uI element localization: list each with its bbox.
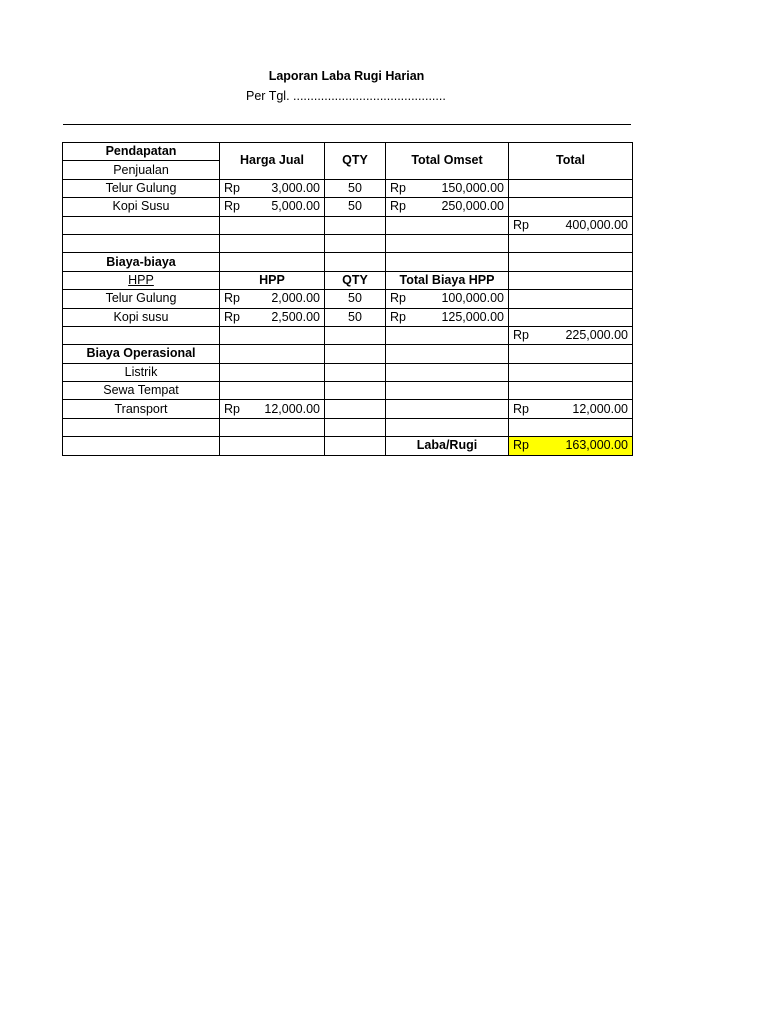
currency-label: Rp [224,291,240,306]
empty-cell [509,198,633,216]
empty-cell [386,400,509,418]
table-row [63,400,633,418]
column-header-total: Total [509,143,633,180]
table-row [63,143,633,161]
currency-label: Rp [224,199,240,214]
item-name: Kopi Susu [63,198,220,216]
currency-label: Rp [390,199,406,214]
table-row [63,418,633,436]
currency-label: Rp [390,291,406,306]
total-value: 250,000.00 [441,199,504,214]
empty-cell [63,418,220,436]
empty-cell [386,253,509,271]
price-value: 2,000.00 [271,291,320,306]
column-header-qty: QTY [325,143,386,180]
column-header-harga-jual: Harga Jual [220,143,325,180]
empty-cell [63,326,220,344]
column-header-qty: QTY [325,271,386,289]
table-row [63,326,633,344]
sales-total-cell [509,216,633,234]
table-row [63,271,633,289]
item-name: Telur Gulung [63,179,220,197]
empty-cell [386,345,509,363]
laba-rugi-total-cell [509,437,633,455]
transport-total-value: 12,000.00 [572,401,628,416]
price-cell [220,400,325,418]
currency-label: Rp [513,401,529,416]
price-value: 5,000.00 [271,199,320,214]
table-row [63,179,633,197]
qty-cell: 50 [325,290,386,308]
empty-cell [63,216,220,234]
empty-cell [509,363,633,381]
section-title-biaya: Biaya-biaya [63,253,220,271]
empty-cell [509,234,633,252]
column-header-hpp: HPP [220,271,325,289]
empty-cell [220,216,325,234]
table-row [63,308,633,326]
currency-label: Rp [224,401,240,416]
empty-cell [509,308,633,326]
price-value: 12,000.00 [264,401,320,416]
hpp-total-value: 225,000.00 [565,328,628,343]
empty-cell [63,437,220,455]
table-row [63,437,633,455]
qty-cell: 50 [325,198,386,216]
empty-cell [325,400,386,418]
empty-cell [220,345,325,363]
empty-cell [325,363,386,381]
item-name: Kopi susu [63,308,220,326]
empty-cell [386,216,509,234]
price-cell [220,179,325,197]
price-cell [220,290,325,308]
empty-cell [325,437,386,455]
qty-cell: 50 [325,179,386,197]
laba-rugi-value: 163,000.00 [565,438,628,453]
empty-cell [220,326,325,344]
price-cell [220,198,325,216]
total-cell [386,290,509,308]
empty-cell [325,253,386,271]
report-title: Laporan Laba Rugi Harian [268,69,425,83]
currency-label: Rp [224,309,240,324]
total-cell [386,198,509,216]
empty-cell [509,382,633,400]
label-penjualan: Penjualan [63,161,220,179]
empty-cell [220,253,325,271]
empty-cell [220,234,325,252]
empty-cell [509,253,633,271]
empty-cell [509,418,633,436]
transport-total-cell [509,400,633,418]
empty-cell [325,234,386,252]
column-header-total-biaya-hpp: Total Biaya HPP [386,271,509,289]
empty-cell [509,345,633,363]
empty-cell [325,418,386,436]
empty-cell [325,345,386,363]
currency-label: Rp [513,438,529,453]
empty-cell [220,437,325,455]
currency-label: Rp [513,217,529,232]
empty-cell [386,382,509,400]
section-title-biaya-operasional: Biaya Operasional [63,345,220,363]
table-row [63,253,633,271]
empty-cell [220,363,325,381]
total-cell [386,308,509,326]
qty-cell: 50 [325,308,386,326]
empty-cell [325,382,386,400]
table-row [63,216,633,234]
table-row [63,290,633,308]
empty-cell [325,216,386,234]
table-row [63,363,633,381]
total-value: 100,000.00 [441,291,504,306]
item-name: Telur Gulung [63,290,220,308]
total-value: 150,000.00 [441,180,504,195]
empty-cell [220,382,325,400]
profit-loss-table [62,142,633,456]
empty-cell [509,271,633,289]
currency-label: Rp [224,180,240,195]
price-cell [220,308,325,326]
column-header-total-omset: Total Omset [386,143,509,180]
total-value: 125,000.00 [441,309,504,324]
report-date-line: Per Tgl. ............................................ [246,89,446,103]
table-row [63,345,633,363]
empty-cell [220,418,325,436]
item-name: Sewa Tempat [63,382,220,400]
table-row [63,198,633,216]
sales-total-value: 400,000.00 [565,217,628,232]
empty-cell [386,234,509,252]
empty-cell [509,179,633,197]
empty-cell [386,418,509,436]
total-cell [386,179,509,197]
label-hpp: HPP [63,271,220,289]
header-divider [63,124,631,125]
currency-label: Rp [390,309,406,324]
currency-label: Rp [390,180,406,195]
empty-cell [509,290,633,308]
table-row [63,382,633,400]
price-value: 2,500.00 [271,309,320,324]
hpp-total-cell [509,326,633,344]
empty-cell [63,234,220,252]
currency-label: Rp [513,328,529,343]
section-title-pendapatan: Pendapatan [63,143,220,161]
item-name: Transport [63,400,220,418]
empty-cell [386,326,509,344]
label-laba-rugi: Laba/Rugi [386,437,509,455]
empty-cell [325,326,386,344]
table-row [63,234,633,252]
price-value: 3,000.00 [271,180,320,195]
item-name: Listrik [63,363,220,381]
empty-cell [386,363,509,381]
